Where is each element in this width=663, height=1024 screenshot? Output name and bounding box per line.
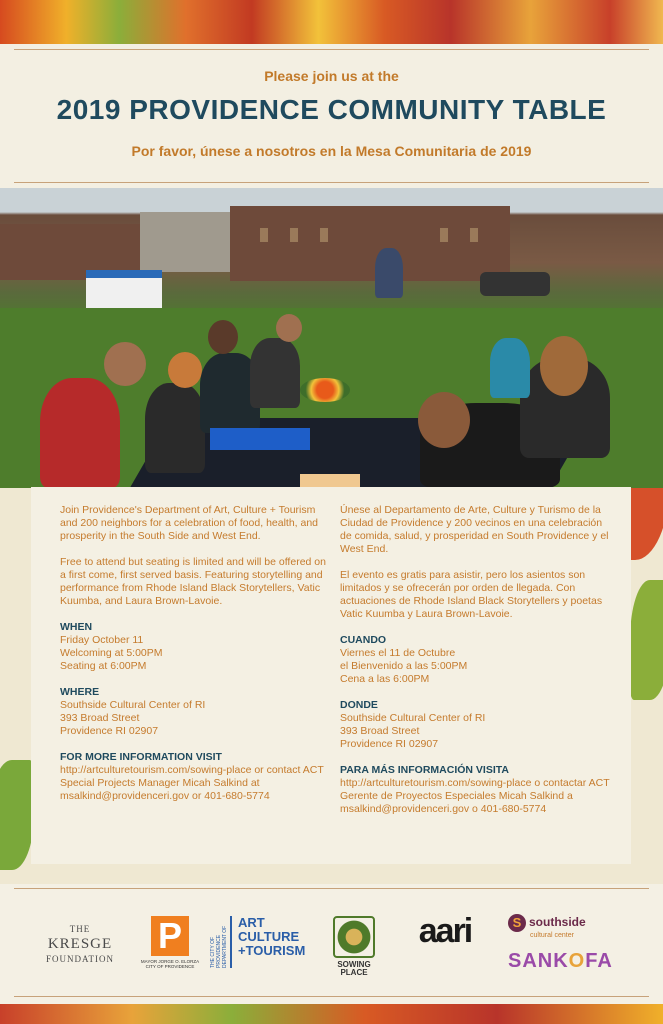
- diner-head: [104, 342, 146, 386]
- leaf-icon: [0, 760, 34, 870]
- sponsor-footer: [0, 884, 663, 1004]
- mayor-p-icon: P: [151, 916, 189, 956]
- when-line: Cena a las 6:00PM: [340, 673, 430, 685]
- where-heading: DONDE: [340, 699, 378, 711]
- act-words: [238, 916, 305, 958]
- header: [0, 44, 663, 188]
- window: [320, 228, 328, 242]
- info-text[interactable]: http://artculturetourism.com/sowing-place or contact ACT Special Projects Manager Micah Salkind at msalkind@providenceri.gov or 401-680-5774: [60, 764, 324, 802]
- where-line: Southside Cultural Center of RI: [60, 699, 206, 711]
- name-card: [300, 474, 360, 488]
- spanish-column: [340, 504, 610, 829]
- kresge-name: KRESGE: [47, 936, 113, 952]
- parked-car: [480, 272, 550, 296]
- brick-building: [230, 206, 510, 281]
- details-text: El evento es gratis para asistir, pero los asientos son limitados y se ofrecerán por orden de llegada. Con actuaciones de Rhode Island Black Storytellers y poetas Vatic Kuumba y Laura Brown-Lavoie.: [340, 569, 603, 620]
- when-section: [60, 621, 330, 673]
- autumn-leaves-banner-top: [0, 0, 663, 44]
- autumn-leaves-banner-bottom: [0, 1004, 663, 1024]
- when-line: Friday October 11: [60, 634, 144, 646]
- sowing-place-logo: [330, 916, 378, 977]
- sankofa-part: SANK: [508, 950, 569, 972]
- building: [140, 212, 240, 272]
- info-text[interactable]: http://artculturetourism.com/sowing-place o contactar ACT Gerente de Proyectos Especiales Micah Salkind a msalkind@providenceri.gov o 401-680-5774: [340, 777, 610, 815]
- southside-sub: cultural center: [530, 932, 574, 939]
- window: [470, 228, 478, 242]
- southside-logo: [508, 914, 628, 973]
- divider: [14, 182, 649, 183]
- window: [290, 228, 298, 242]
- act-line: CULTURE: [238, 929, 300, 944]
- info-heading: FOR MORE INFORMATION VISIT: [60, 751, 222, 763]
- diner-head: [276, 314, 302, 342]
- info-section: [340, 764, 610, 816]
- where-section: [340, 699, 610, 751]
- mayor-caption: MAYOR JORGE O. ELORZA CITY OF PROVIDENCE: [140, 959, 200, 969]
- diner-head: [168, 352, 202, 388]
- aari-logo: aari: [418, 912, 472, 950]
- divider: [14, 888, 649, 889]
- diner: [145, 383, 205, 473]
- act-logo: [210, 916, 320, 968]
- diner-head: [208, 320, 238, 354]
- when-heading: WHEN: [60, 621, 93, 633]
- when-section: [340, 634, 610, 686]
- act-line: +TOURISM: [238, 943, 306, 958]
- sowing-place-badge-icon: [333, 916, 375, 958]
- english-column: [60, 504, 330, 816]
- where-line: 393 Broad Street: [60, 712, 140, 724]
- window: [260, 228, 268, 242]
- kresge-the: THE: [69, 924, 91, 934]
- leaf-icon: [630, 580, 663, 700]
- mayor-logo: [140, 916, 200, 969]
- act-stripe: [230, 916, 232, 968]
- divider: [14, 49, 649, 50]
- where-line: 393 Broad Street: [340, 725, 420, 737]
- where-heading: WHERE: [60, 686, 100, 698]
- diner-head: [540, 336, 588, 396]
- where-section: [60, 686, 330, 738]
- page-title: 2019 PROVIDENCE COMMUNITY TABLE: [56, 94, 607, 125]
- event-details-panel: [31, 487, 631, 864]
- window: [440, 228, 448, 242]
- southside-s-icon: S: [508, 914, 526, 932]
- when-line: Welcoming at 5:00PM: [60, 647, 163, 659]
- where-line: Providence RI 02907: [340, 738, 439, 750]
- when-line: Seating at 6:00PM: [60, 660, 147, 672]
- sankofa-logo: [508, 950, 628, 973]
- when-line: el Bienvenido a las 5:00PM: [340, 660, 468, 672]
- flower-centerpiece: [300, 378, 350, 402]
- info-section: [60, 751, 330, 803]
- details-text: Free to attend but seating is limited and will be offered on a first come, first served basis. Featuring storytelling and performance from Rhode Island Black Storytellers, Vatic Kuumba, and Laura Brown-Lavoie.: [60, 556, 326, 607]
- where-line: Providence RI 02907: [60, 725, 159, 737]
- subtitle: Por favor, únese a nosotros en la Mesa Comunitaria de 2019: [131, 143, 532, 159]
- diner-head: [418, 392, 470, 448]
- divider: [14, 996, 649, 997]
- southside-name: southside: [529, 915, 586, 930]
- act-city-text: THE CITY OF PROVIDENCE DEPARTMENT OF: [210, 925, 228, 968]
- community-dinner-photo: [0, 188, 663, 488]
- sankofa-part: FA: [585, 950, 613, 972]
- kresge-foundation-logo: [30, 922, 130, 967]
- speaker: [375, 248, 403, 298]
- when-heading: CUANDO: [340, 634, 387, 646]
- where-line: Southside Cultural Center of RI: [340, 712, 486, 724]
- sowing-place-text: SOWING PLACE: [337, 960, 371, 977]
- when-line: Viernes el 11 de Octubre: [340, 647, 456, 659]
- intro-text: Join Providence's Department of Art, Culture + Tourism and 200 neighbors for a celebration of food, health, and prosperity in the South Side and West End.: [60, 504, 319, 542]
- diner: [490, 338, 530, 398]
- sankofa-o: O: [568, 950, 586, 972]
- blue-napkins: [210, 428, 310, 450]
- diner: [40, 378, 120, 488]
- diner: [250, 338, 300, 408]
- pre-title: Please join us at the: [264, 68, 399, 84]
- intro-text: Únese al Departamento de Arte, Culture y Turismo de la Ciudad de Providence y 200 vecinos en una celebración de comida, salud, y prosperidad en South Providence y el West End.: [340, 504, 609, 555]
- act-line: ART: [238, 915, 265, 930]
- kresge-foundation: FOUNDATION: [46, 954, 114, 964]
- info-heading: PARA MÁS INFORMACIÓN VISITA: [340, 764, 509, 776]
